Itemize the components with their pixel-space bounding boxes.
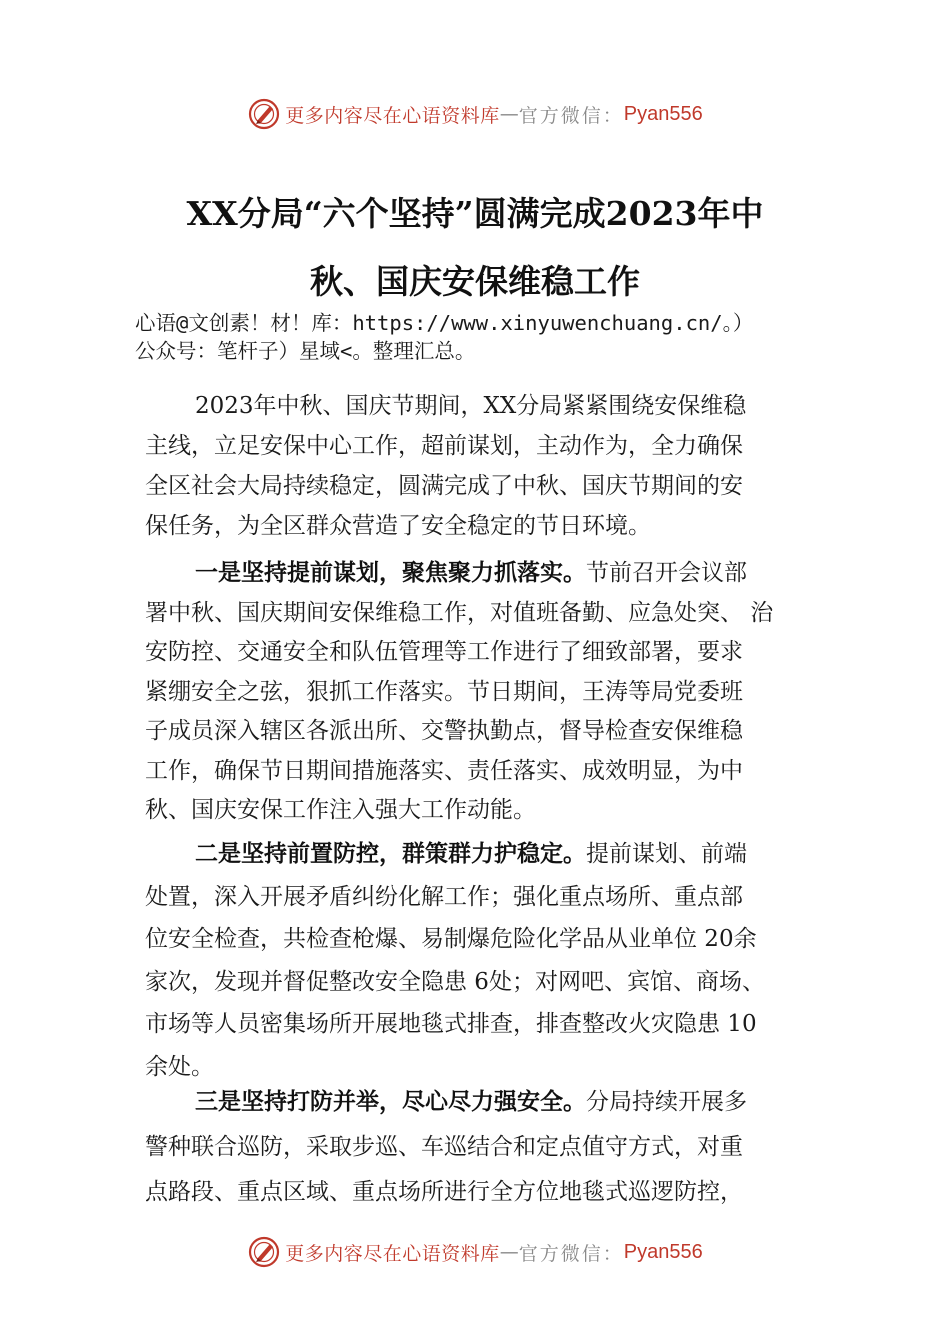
paragraph-line: 工作，确保节日期间措施落实、责任落实、成效明显，为中 <box>145 757 743 784</box>
stamp-seal-icon <box>247 97 281 131</box>
paragraph-line: 点路段、重点区域、重点场所进行全方位地毯式巡逻防控， <box>145 1179 743 1205</box>
banner-dash: — <box>499 1241 519 1263</box>
paragraph-line: 署中秋、国庆期间安保维稳工作，对值班备勤、应急处突、 治 <box>145 599 774 626</box>
stamp-seal-icon <box>247 1235 281 1269</box>
paragraph-line: 保任务，为全区群众营造了安全稳定的节日环境。 <box>145 513 651 539</box>
paragraph-line: 警种联合巡防，采取步巡、车巡结合和定点值守方式，对重 <box>145 1134 743 1160</box>
document-title-line-2: 秋、国庆安保维稳工作 <box>310 262 640 301</box>
banner-wechat-label: 官方微信： <box>518 104 624 127</box>
banner-wechat-id: Pyan556 <box>623 102 703 125</box>
paragraph-line: 余处。 <box>145 1053 214 1080</box>
paragraph-line: 家次，发现并督促整改安全隐患 6处；对网吧、宾馆、商场、 <box>145 968 765 995</box>
point-heading: 一是坚持提前谋划，聚焦聚力抓落实。 <box>195 560 586 586</box>
banner-text: 更多内容尽在心语资料库 <box>285 1242 500 1265</box>
paragraph-intro <box>145 386 817 546</box>
banner-dash: — <box>499 103 519 125</box>
header-watermark-banner <box>0 94 950 134</box>
paragraph-first-text: 分局持续开展多 <box>586 1089 747 1115</box>
point-heading: 二是坚持前置防控，群策群力护稳定。 <box>195 841 586 867</box>
paragraph-line: 市场等人员密集场所开展地毯式排查，排查整改火灾隐患 10 <box>145 1011 757 1037</box>
source-note-line-1: 心语@文创素！材！库：https://www.xinyuwenchuang.cn/。） <box>135 311 754 335</box>
document-title-line-1: XX分局“六个坚持”圆满完成2023年中 <box>186 194 764 233</box>
paragraph-line: 处置，深入开展矛盾纠纷化解工作；强化重点场所、重点部 <box>145 883 743 910</box>
paragraph-line: 2023年中秋、国庆节期间，XX分局紧紧围绕安保维稳 <box>195 393 747 419</box>
paragraph-line: 安防控、交通安全和队伍管理等工作进行了细致部署，要求 <box>145 639 743 665</box>
footer-watermark-banner <box>0 1232 950 1272</box>
paragraph-first-line <box>145 1080 817 1125</box>
paragraph-line: 主线，立足安保中心工作，超前谋划，主动作为，全力确保 <box>145 433 743 459</box>
paragraph-line: 秋、国庆安保工作注入强大工作动能。 <box>145 797 536 823</box>
paragraph-first-line <box>145 554 817 594</box>
paragraph-first-text: 节前召开会议部 <box>586 560 747 586</box>
banner-wechat-label: 官方微信： <box>518 1242 624 1265</box>
paragraph-line: 位安全检查，共检查枪爆、易制爆危险化学品从业单位 20余 <box>145 926 757 952</box>
paragraph-first-text: 提前谋划、前端 <box>586 841 747 867</box>
paragraph-line: 子成员深入辖区各派出所、交警执勤点，督导检查安保维稳 <box>145 718 743 744</box>
banner-wechat-id: Pyan556 <box>623 1240 703 1263</box>
paragraph-line: 紧绷安全之弦，狠抓工作落实。节日期间，王涛等局党委班 <box>145 678 743 705</box>
paragraph-first-line <box>145 833 817 876</box>
paragraph-point-2 <box>145 833 817 1088</box>
paragraph-line: 全区社会大局持续稳定，圆满完成了中秋、国庆节期间的安 <box>145 473 743 499</box>
paragraph-point-3 <box>145 1080 817 1215</box>
banner-text: 更多内容尽在心语资料库 <box>285 104 500 127</box>
source-note-line-2: 公众号：笔杆子）星域<。整理汇总。 <box>135 339 476 363</box>
paragraph-point-1 <box>145 554 817 831</box>
point-heading: 三是坚持打防并举，尽心尽力强安全。 <box>195 1089 586 1115</box>
